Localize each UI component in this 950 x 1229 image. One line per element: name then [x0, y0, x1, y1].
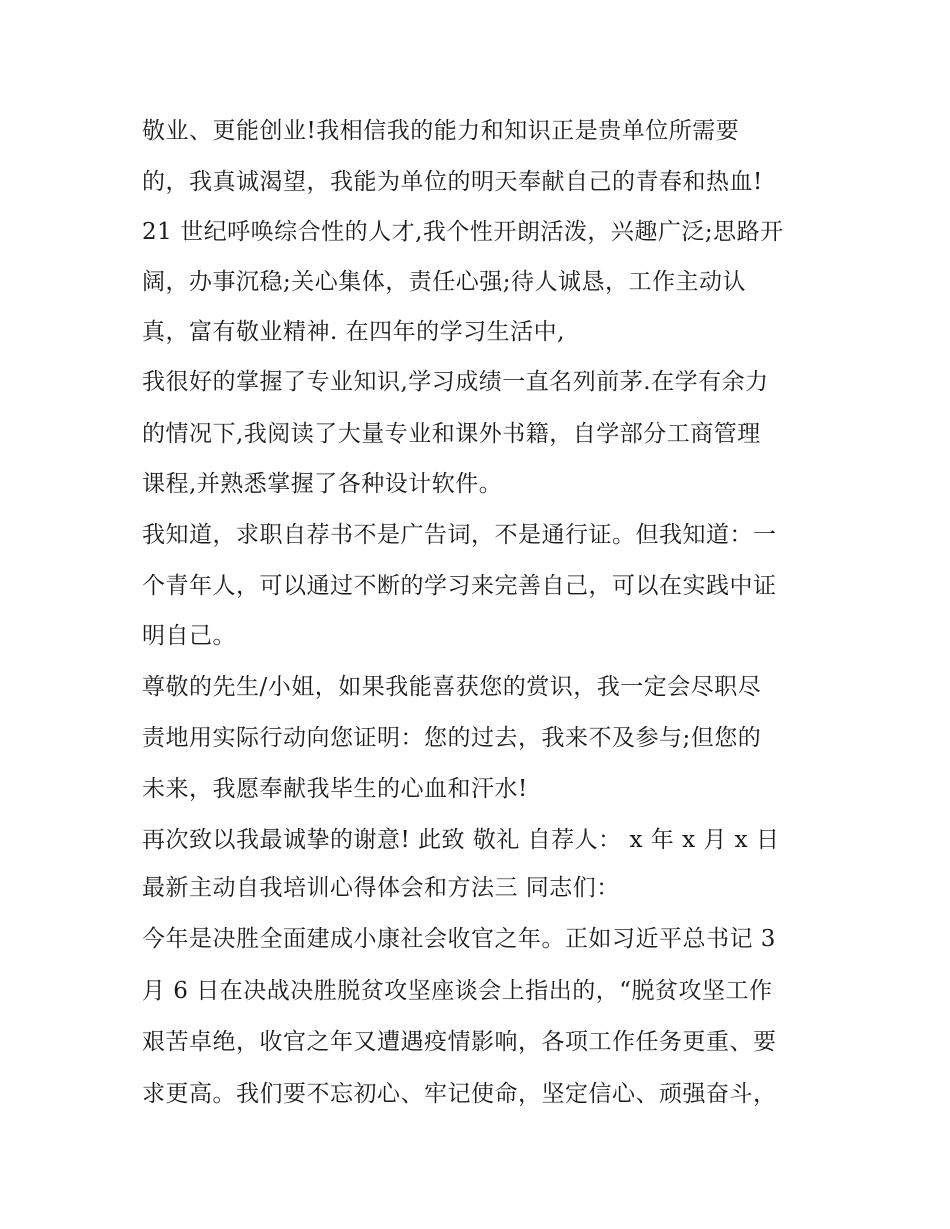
- text-line: 今年是决胜全面建成小康社会收官之年。正如习近平总书记 3: [142, 926, 776, 952]
- text-line: 月 6 日在决战决胜脱贫攻坚座谈会上指出的，“脱贫攻坚工作: [142, 978, 773, 1004]
- text-line: 求更高。我们要不忘初心、牢记使命，坚定信心、顽强奋斗，: [142, 1081, 777, 1107]
- text-line: 21 世纪呼唤综合性的人才,我个性开朗活泼，兴趣广泛;思路开: [142, 219, 784, 245]
- text-line: 我很好的掌握了专业知识,学习成绩一直名列前茅.在学有余力: [142, 369, 769, 395]
- text-line: 最新主动自我培训心得体会和方法三 同志们：: [142, 875, 620, 901]
- text-line: 个青年人，可以通过不断的学习来完善自己，可以在实践中证: [142, 573, 777, 599]
- text-line: 明自己。: [142, 623, 236, 649]
- text-line: 责地用实际行动向您证明：您的过去，我来不及参与;但您的: [142, 725, 762, 751]
- text-line: 再次致以我最诚挚的谢意! 此致 敬礼 自荐人： x 年 x 月 x 日: [142, 827, 780, 853]
- text-line: 的，我真诚渴望，我能为单位的明天奉献自己的青春和热血!: [142, 169, 763, 195]
- text-line: 艰苦卓绝，收官之年又遭遇疫情影响，各项工作任务更重、要: [142, 1029, 777, 1055]
- text-line: 敬业、更能创业!我相信我的能力和知识正是贵单位所需要: [142, 118, 740, 144]
- text-line: 课程,并熟悉掌握了各种设计软件。: [142, 471, 503, 497]
- text-line: 尊敬的先生/小姐，如果我能喜获您的赏识，我一定会尽职尽: [142, 674, 762, 700]
- text-line: 真，富有敬业精神. 在四年的学习生活中,: [142, 319, 565, 345]
- text-line: 阔，办事沉稳;关心集体，责任心强;待人诚恳，工作主动认: [142, 269, 746, 295]
- text-line: 未来，我愿奉献我毕生的心血和汗水!: [142, 776, 528, 802]
- text-line: 的情况下,我阅读了大量专业和课外书籍，自学部分工商管理: [142, 421, 761, 447]
- text-line: 我知道，求职自荐书不是广告词，不是通行证。但我知道：一: [142, 522, 777, 548]
